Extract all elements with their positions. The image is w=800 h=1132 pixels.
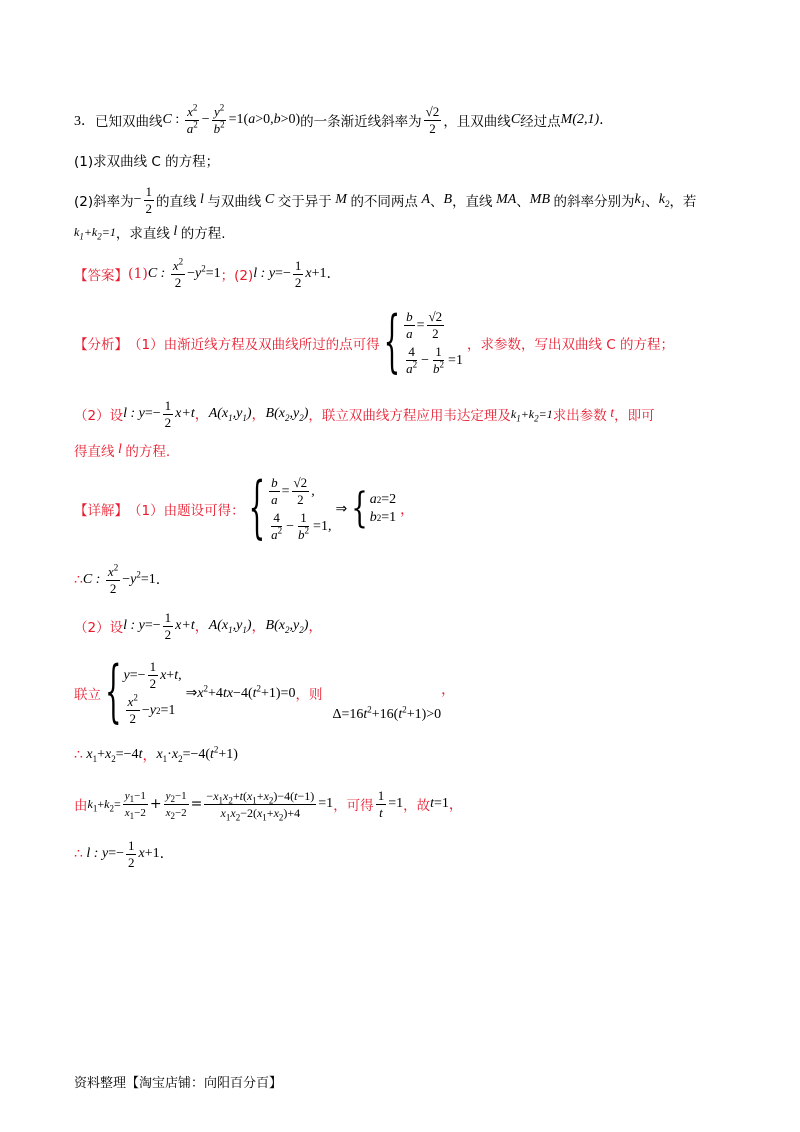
- point-m: M(2,1): [560, 112, 600, 127]
- equation-system: { a 2 =2 b 2 =1: [351, 485, 397, 533]
- answer-label: 【答案】: [74, 268, 128, 284]
- analysis-2: （2）设 l : y =− $\frac{1}{2}$ x+t ， $A(x_1,y_1)$ ， $B(x_2,y_2)$ ，联立双曲线方程应用韦达定理及 $k_1+k_2=1$ 求出参数 t ，即可: [74, 397, 655, 430]
- question-2-cont: $k_1+k_2=1$ ，求直线 l 的方程.: [74, 224, 226, 242]
- detail-label: 【详解】: [74, 503, 128, 519]
- footer-source: 资料整理【淘宝店铺：向阳百分百】: [74, 1076, 283, 1091]
- problem-intro: 已知双曲线: [95, 114, 163, 130]
- detail: 【详解】 （1）由题设可得： { $\frac{b}{a}$ = $\frac{√2}{2}$ , $\frac{4}{a^2}$ − $\frac{1}{b^2}$ =1, ⇒ { a 2 =2 b 2 =1 ，: [74, 470, 415, 548]
- join-system: 联立 { y =− $\frac{1}{2}$ x + t , $\frac{x^2}{2}$ − y 2 =1 $\Rightarrow x^2+4tx-4(t^2+1)=0$ ，则 $\Delta=16t^2+16(t^2+1)>0$ ，: [74, 654, 456, 732]
- problem-statement: 3． 已知双曲线 C : $\frac{x^2}{a^2}$ − $\frac{y^2}{b^2}$ =1(a>0,b>0) 的一条渐近线斜率为 $\frac{√2}{2}$ ，且双曲线 C 经过点 M(2,1) .: [74, 102, 604, 136]
- fraction: $\frac{x^2}{a^2}$: [186, 102, 198, 136]
- analysis-label: 【分析】: [74, 337, 128, 353]
- therefore-c: ∴ C : $\frac{x^2}{2}$ $-y^2=1$ .: [74, 562, 161, 596]
- equation-system: { $\frac{b}{a}$ = $\frac{√2}{2}$ , $\frac{4}{a^2}$ − $\frac{1}{b^2}$ =1,: [248, 470, 332, 548]
- slope-sum: 由 $k_1+k_2=$ $\frac{y_1-1}{x_1-2}$ + $\frac{y_2-1}{x_2-2}$ = $\frac{-x_1x_2+t(x_1+x_2)-4(t-1)}{x_1x_2-2(x_1+x_2)+4}$ =1 ，可得 $\frac{1}{t}$ =1 ，故 t=1 ，: [74, 787, 463, 822]
- detail-2: （2）设 l : y =− $\frac{1}{2}$ x+t ， $A(x_1,y_1)$ ， $B(x_2,y_2)$ ，: [74, 609, 323, 642]
- fraction: $\frac{√2}{2}$: [425, 103, 440, 136]
- question-2: (2)斜率为 − $\frac{1}{2}$ 的直线 l 与双曲线 C 交于异于 M 的不同两点 A 、 B ，直线 MA 、 MB 的斜率分别为 $k_1$ 、 $k_2$ ，若: [74, 183, 697, 216]
- fraction: $\frac{1}{2}$: [145, 183, 153, 216]
- analysis-3: 得直线 l 的方程.: [74, 442, 171, 460]
- final-line: ∴ l : y =− $\frac{1}{2}$ x +1 .: [74, 837, 165, 870]
- equation-system: { y =− $\frac{1}{2}$ x + t , $\frac{x^2}{2}$ − y 2 =1: [105, 654, 182, 732]
- fraction: $\frac{y^2}{b^2}$: [213, 102, 225, 136]
- answer: 【答案】 (1) C : $\frac{x^2}{2}$ $-y^2=1$ ；(2) l : y =− $\frac{1}{2}$ x +1 .: [74, 256, 331, 290]
- problem-number: 3．: [74, 114, 95, 129]
- equation-system: { $\frac{b}{a}$ = $\frac{√2}{2}$ $\frac{4}{a^2}$ − $\frac{1}{b^2}$ =1: [383, 304, 463, 382]
- question-1: (1)求双曲线 C 的方程；: [74, 154, 220, 170]
- analysis: 【分析】 （1）由渐近线方程及双曲线所过的点可得 { $\frac{b}{a}$ = $\frac{√2}{2}$ $\frac{4}{a^2}$ − $\frac{1}{b^2}$ =1 ，求参数，写出双曲线 C 的方程；: [74, 304, 674, 382]
- vieta: ∴ $x_1+x_2=-4t$ ， $x_1\cdot x_2=-4(t^2+1)$: [74, 744, 238, 764]
